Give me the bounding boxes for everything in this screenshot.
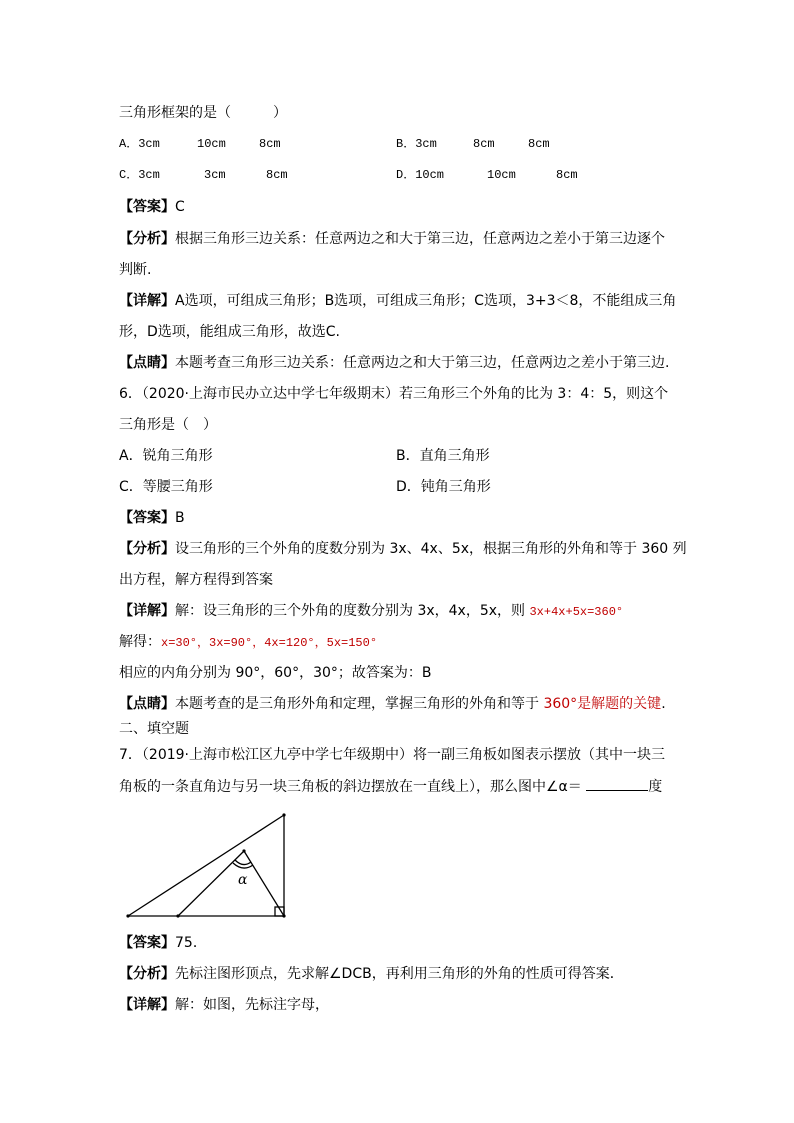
q6-analysis-text-1: 设三角形的三个外角的度数分别为 3x、4x、5x，根据三角形的外角和等于 360 列: [175, 541, 687, 557]
q7-detail-line: [119, 995, 329, 1015]
q5-analysis-text-1: 根据三角形三边关系：任意两边之和大于第三边，任意两边之差小于第三边逐个: [175, 231, 665, 247]
answer-blank: [586, 776, 648, 791]
q5-analysis-line-2: 判断.: [119, 262, 152, 278]
answer-tag: 【答案】: [119, 510, 175, 526]
q7-analysis-line: [119, 964, 624, 984]
q6-stem-line-1: 6．（2020·上海市民办立达中学七年级期末）若三角形三个外角的比为 3：4：5，则这个: [119, 386, 669, 402]
q6-option-a: A．锐角三角形: [119, 448, 213, 464]
q5-stem-tail: 三角形框架的是（ ）: [119, 105, 287, 121]
comment-tag: 【点睛】: [119, 696, 175, 712]
analysis-tag: 【分析】: [119, 541, 175, 557]
q5-answer-line: [119, 197, 185, 217]
q6-comment-end: .: [661, 696, 666, 712]
angle-arc: [233, 863, 253, 868]
figure-segment: [244, 851, 284, 916]
q7-stem-line-1: 7．（2019·上海市松江区九亭中学七年级期中）将一副三角板如图表示摆放（其中一块三: [119, 747, 665, 763]
vertex-dot: [282, 813, 285, 816]
q5-option-b-label: B．3cm: [396, 137, 437, 151]
q5-detail-line-1: [119, 291, 676, 311]
q5-option-d-c: 8cm: [556, 168, 578, 182]
q7-analysis-text: 先标注图形顶点，先求解∠DCB，再利用三角形的外角的性质可得答案．: [175, 966, 624, 982]
q5-detail-text-1: A选项，可组成三角形；B选项，可组成三角形；C选项，3+3＜8，不能组成三角: [175, 293, 677, 309]
q5-comment-text: 本题考查三角形三边关系：任意两边之和大于第三边，任意两边之差小于第三边.: [175, 355, 670, 371]
alpha-label: α: [238, 872, 248, 888]
analysis-tag: 【分析】: [119, 966, 175, 982]
q7-stem-text: 角板的一条直角边与另一块三角板的斜边摆放在一直线上），那么图中∠α＝: [119, 779, 582, 795]
q6-option-b: B．直角三角形: [396, 448, 490, 464]
q6-answer-line: [119, 508, 185, 528]
comment-tag: 【点睛】: [119, 355, 175, 371]
q6-solve-label: 解得：: [119, 634, 161, 650]
analysis-tag: 【分析】: [119, 231, 175, 247]
q6-analysis-line-2: 出方程，解方程得到答案: [119, 572, 273, 588]
q6-answer: B: [175, 510, 185, 526]
vertex-dot: [242, 849, 245, 852]
q6-comment-key: 360°是解题的关键: [543, 696, 662, 712]
q5-option-a-b: 10cm: [197, 137, 226, 151]
q5-answer: C: [175, 199, 185, 215]
q7-answer: 75．: [175, 935, 207, 951]
q6-detail-line-1: [119, 601, 623, 622]
q7-stem-unit: 度: [648, 779, 663, 795]
q6-equation: 3x+4x+5x=360°: [529, 605, 624, 619]
q6-analysis-line-1: [119, 539, 687, 559]
q7-stem-line-2: [119, 776, 662, 797]
q5-option-c-label: C．3cm: [119, 168, 160, 182]
q6-detail-line-2: [119, 632, 377, 653]
figure-segment: [178, 851, 244, 916]
q5-option-b-b: 8cm: [473, 137, 495, 151]
q6-comment-line: [119, 694, 666, 714]
q5-option-c-b: 3cm: [204, 168, 226, 182]
detail-tag: 【详解】: [119, 603, 175, 619]
q6-detail-text-1: 解：设三角形的三个外角的度数分别为 3x，4x，5x，则: [175, 603, 530, 619]
q7-answer-line: [119, 933, 207, 953]
q5-option-a-c: 8cm: [259, 137, 281, 151]
q5-comment-line: [119, 353, 669, 373]
q6-detail-line-3: 相应的内角分别为 90°，60°，30°；故答案为：B: [119, 665, 432, 681]
q5-detail-line-2: 形，D选项，能组成三角形，故选C.: [119, 324, 341, 340]
q5-option-d-label: D．10cm: [396, 168, 445, 182]
detail-tag: 【详解】: [119, 293, 175, 309]
q6-solve-values: x=30°，3x=90°，4x=120°，5x=150°: [161, 636, 378, 650]
q5-option-c-c: 8cm: [266, 168, 288, 182]
vertex-dot: [282, 914, 285, 917]
q6-option-c: C．等腰三角形: [119, 479, 213, 495]
triangle-figure: [120, 805, 295, 925]
answer-tag: 【答案】: [119, 199, 175, 215]
vertex-dot: [126, 914, 129, 917]
q5-option-a-label: A．3cm: [119, 137, 160, 151]
figure-segment: [128, 815, 284, 916]
q5-analysis-line-1: [119, 229, 665, 249]
answer-tag: 【答案】: [119, 935, 175, 951]
vertex-dot: [176, 914, 179, 917]
q6-comment-text: 本题考查的是三角形外角和定理，掌握三角形的外角和等于: [175, 696, 544, 712]
q5-option-d-b: 10cm: [487, 168, 516, 182]
section-title: 二、填空题: [119, 721, 189, 737]
q7-detail-text: 解：如图，先标注字母，: [175, 997, 329, 1013]
detail-tag: 【详解】: [119, 997, 175, 1013]
q6-option-d: D．钝角三角形: [396, 479, 491, 495]
angle-arc: [235, 860, 251, 865]
q6-stem-line-2: 三角形是（ ）: [119, 417, 217, 433]
q5-option-b-c: 8cm: [528, 137, 550, 151]
